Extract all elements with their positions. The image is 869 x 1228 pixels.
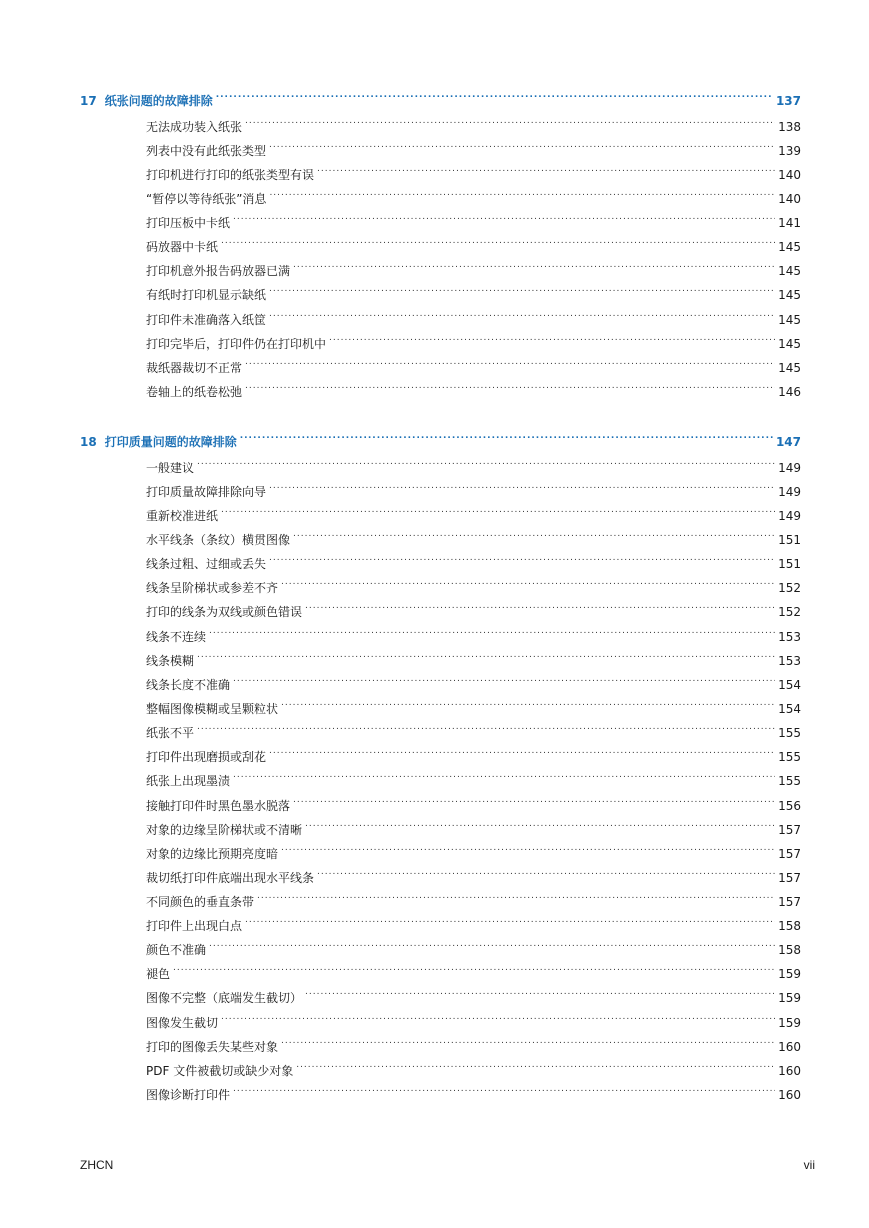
entry-title: 有纸时打印机显示缺纸 xyxy=(146,288,267,302)
entry-page-number: 145 xyxy=(778,337,801,351)
entry-title: 图像不完整（底端发生截切） xyxy=(146,991,303,1005)
toc-entry[interactable] xyxy=(146,456,801,476)
toc-entry[interactable] xyxy=(146,552,801,572)
toc-entry[interactable] xyxy=(146,745,801,765)
entry-title: 裁纸器裁切不正常 xyxy=(146,361,243,375)
entry-title: 图像诊断打印件 xyxy=(146,1088,231,1102)
toc-entry[interactable] xyxy=(146,721,801,741)
entry-page-number: 152 xyxy=(778,581,801,595)
entry-page-number: 149 xyxy=(778,509,801,523)
entry-title: 重新校准进纸 xyxy=(146,509,219,523)
entry-title: 打印的图像丢失某些对象 xyxy=(146,1040,279,1054)
dot-leader xyxy=(221,504,775,520)
dot-leader xyxy=(257,890,775,906)
dot-leader xyxy=(233,673,775,689)
toc-entry[interactable] xyxy=(146,380,801,400)
dot-leader xyxy=(269,552,775,568)
dot-leader xyxy=(269,480,775,496)
chapter-17-heading[interactable] xyxy=(80,89,801,109)
toc-entry[interactable] xyxy=(146,673,801,693)
dot-leader xyxy=(293,794,775,810)
entry-page-number: 156 xyxy=(778,799,801,813)
chapter-title: 打印质量问题的故障排除 xyxy=(104,435,237,449)
entry-page-number: 159 xyxy=(778,967,801,981)
dot-leader xyxy=(245,380,775,396)
entry-page-number: 158 xyxy=(778,919,801,933)
dot-leader xyxy=(329,332,775,348)
entry-page-number: 145 xyxy=(778,264,801,278)
entry-title: 纸张不平 xyxy=(146,726,195,740)
chapter-18-heading[interactable] xyxy=(80,430,801,450)
toc-entry[interactable] xyxy=(146,962,801,982)
toc-entry[interactable] xyxy=(146,866,801,886)
entry-page-number: 138 xyxy=(778,120,801,134)
entry-title: 一般建议 xyxy=(146,461,195,475)
entry-title: 打印机进行打印的纸张类型有误 xyxy=(146,168,315,182)
dot-leader xyxy=(233,211,775,227)
toc-entry[interactable] xyxy=(146,308,801,328)
entry-page-number: 157 xyxy=(778,871,801,885)
footer-language-code: ZHCN xyxy=(80,1158,114,1172)
toc-entry[interactable] xyxy=(146,1059,801,1079)
entry-title: 接触打印件时黑色墨水脱落 xyxy=(146,799,291,813)
entry-title: 褪色 xyxy=(146,967,171,981)
dot-leader xyxy=(269,308,775,324)
dot-leader xyxy=(221,1011,775,1027)
dot-leader xyxy=(281,842,775,858)
entry-page-number: 157 xyxy=(778,847,801,861)
entry-title: 打印件上出现白点 xyxy=(146,919,243,933)
entry-page-number: 153 xyxy=(778,630,801,644)
entry-title: 打印件出现磨损或刮花 xyxy=(146,750,267,764)
entry-title: 线条长度不准确 xyxy=(146,678,231,692)
dot-leader xyxy=(317,866,775,882)
toc-entry[interactable] xyxy=(146,139,801,159)
chapter-page-number: 137 xyxy=(775,94,801,108)
toc-entry[interactable] xyxy=(146,986,801,1006)
dot-leader xyxy=(197,456,775,472)
dot-leader xyxy=(209,938,775,954)
toc-entry[interactable] xyxy=(146,504,801,524)
entry-page-number: 157 xyxy=(778,823,801,837)
dot-leader xyxy=(245,356,775,372)
toc-entry[interactable] xyxy=(146,211,801,231)
entry-page-number: 151 xyxy=(778,557,801,571)
entry-page-number: 149 xyxy=(778,485,801,499)
entry-page-number: 160 xyxy=(778,1088,801,1102)
entry-page-number: 155 xyxy=(778,750,801,764)
dot-leader xyxy=(173,962,775,978)
dot-leader xyxy=(245,115,775,131)
entry-title: 线条模糊 xyxy=(146,654,195,668)
toc-entry[interactable] xyxy=(146,115,801,135)
entry-title: 码放器中卡纸 xyxy=(146,240,219,254)
entry-title: 纸张上出现墨渍 xyxy=(146,774,231,788)
entry-page-number: 152 xyxy=(778,605,801,619)
chapter-number: 17 xyxy=(80,94,97,108)
toc-entry[interactable] xyxy=(146,842,801,862)
entry-title: 裁切纸打印件底端出现水平线条 xyxy=(146,871,315,885)
toc-entry[interactable] xyxy=(146,769,801,789)
dot-leader xyxy=(281,1035,775,1051)
entry-page-number: 159 xyxy=(778,1016,801,1030)
chapter-page-number: 147 xyxy=(775,435,801,449)
toc-entry[interactable] xyxy=(146,356,801,376)
entry-page-number: 154 xyxy=(778,702,801,716)
toc-entry[interactable] xyxy=(146,649,801,669)
entry-page-number: 160 xyxy=(778,1064,801,1078)
dot-leader xyxy=(269,187,775,203)
entry-title: 打印机意外报告码放器已满 xyxy=(146,264,291,278)
entry-title: 打印质量故障排除向导 xyxy=(146,485,267,499)
entry-page-number: 159 xyxy=(778,991,801,1005)
toc-entry[interactable] xyxy=(146,187,801,207)
dot-leader xyxy=(269,139,775,155)
toc-entry[interactable] xyxy=(146,1083,801,1103)
dot-leader xyxy=(293,528,775,544)
entry-page-number: 146 xyxy=(778,385,801,399)
toc-entry[interactable] xyxy=(146,818,801,838)
toc-entry[interactable] xyxy=(146,576,801,596)
entry-page-number: 158 xyxy=(778,943,801,957)
entry-title: 颜色不准确 xyxy=(146,943,207,957)
toc-entry[interactable] xyxy=(146,890,801,910)
entry-page-number: 153 xyxy=(778,654,801,668)
dot-leader xyxy=(317,163,775,179)
toc-entry[interactable] xyxy=(146,163,801,183)
toc-entry[interactable] xyxy=(146,914,801,934)
entry-page-number: 139 xyxy=(778,144,801,158)
dot-leader xyxy=(281,576,775,592)
dot-leader xyxy=(216,89,773,105)
entry-title: 列表中没有此纸张类型 xyxy=(146,144,267,158)
entry-page-number: 151 xyxy=(778,533,801,547)
entry-page-number: 154 xyxy=(778,678,801,692)
entry-title: 线条呈阶梯状或参差不齐 xyxy=(146,581,279,595)
toc-entry[interactable] xyxy=(146,332,801,352)
entry-page-number: 140 xyxy=(778,192,801,206)
entry-title: 整幅图像模糊或呈颗粒状 xyxy=(146,702,279,716)
toc-entry[interactable] xyxy=(146,528,801,548)
entry-title: 图像发生截切 xyxy=(146,1016,219,1030)
dot-leader xyxy=(240,430,773,446)
toc-entry[interactable] xyxy=(146,938,801,958)
entry-title: 打印的线条为双线或颜色错误 xyxy=(146,605,303,619)
toc-entry[interactable] xyxy=(146,283,801,303)
toc-entry[interactable] xyxy=(146,480,801,500)
entry-page-number: 145 xyxy=(778,240,801,254)
entry-title: 线条不连续 xyxy=(146,630,207,644)
dot-leader xyxy=(197,721,775,737)
toc-entry[interactable] xyxy=(146,1035,801,1055)
entry-page-number: 145 xyxy=(778,288,801,302)
dot-leader xyxy=(305,986,775,1002)
entry-title: 无法成功装入纸张 xyxy=(146,120,243,134)
dot-leader xyxy=(296,1059,775,1075)
toc-entry[interactable] xyxy=(146,235,801,255)
chapter-number: 18 xyxy=(80,435,97,449)
toc-entry[interactable] xyxy=(146,259,801,279)
dot-leader xyxy=(269,283,775,299)
entry-title: 水平线条（条纹）横贯图像 xyxy=(146,533,291,547)
toc-entry[interactable] xyxy=(146,1011,801,1031)
dot-leader xyxy=(221,235,775,251)
entry-title: 对象的边缘比预期亮度暗 xyxy=(146,847,279,861)
entry-page-number: 160 xyxy=(778,1040,801,1054)
entry-title: 线条过粗、过细或丢失 xyxy=(146,557,267,571)
toc-entry[interactable] xyxy=(146,794,801,814)
dot-leader xyxy=(281,697,775,713)
dot-leader xyxy=(245,914,775,930)
dot-leader xyxy=(233,1083,775,1099)
chapter-title: 纸张问题的故障排除 xyxy=(104,94,213,108)
footer-page-number: vii xyxy=(803,1158,815,1172)
entry-page-number: 145 xyxy=(778,313,801,327)
entry-page-number: 155 xyxy=(778,726,801,740)
entry-title: 卷轴上的纸卷松弛 xyxy=(146,385,243,399)
entry-title: 对象的边缘呈阶梯状或不清晰 xyxy=(146,823,303,837)
toc-entry[interactable] xyxy=(146,625,801,645)
dot-leader xyxy=(197,649,775,665)
entry-title: PDF 文件被截切或缺少对象 xyxy=(146,1064,294,1078)
dot-leader xyxy=(305,600,775,616)
entry-page-number: 141 xyxy=(778,216,801,230)
entry-title: 不同颜色的垂直条带 xyxy=(146,895,255,909)
dot-leader xyxy=(209,625,775,641)
entry-page-number: 140 xyxy=(778,168,801,182)
entry-page-number: 149 xyxy=(778,461,801,475)
dot-leader xyxy=(269,745,775,761)
dot-leader xyxy=(293,259,775,275)
entry-page-number: 157 xyxy=(778,895,801,909)
entry-page-number: 145 xyxy=(778,361,801,375)
entry-title: “暂停以等待纸张”消息 xyxy=(146,192,267,206)
entry-title: 打印完毕后，打印件仍在打印机中 xyxy=(146,337,327,351)
dot-leader xyxy=(233,769,775,785)
entry-page-number: 155 xyxy=(778,774,801,788)
toc-entry[interactable] xyxy=(146,697,801,717)
entry-title: 打印压板中卡纸 xyxy=(146,216,231,230)
entry-title: 打印件未准确落入纸筐 xyxy=(146,313,267,327)
toc-entry[interactable] xyxy=(146,600,801,620)
dot-leader xyxy=(305,818,775,834)
